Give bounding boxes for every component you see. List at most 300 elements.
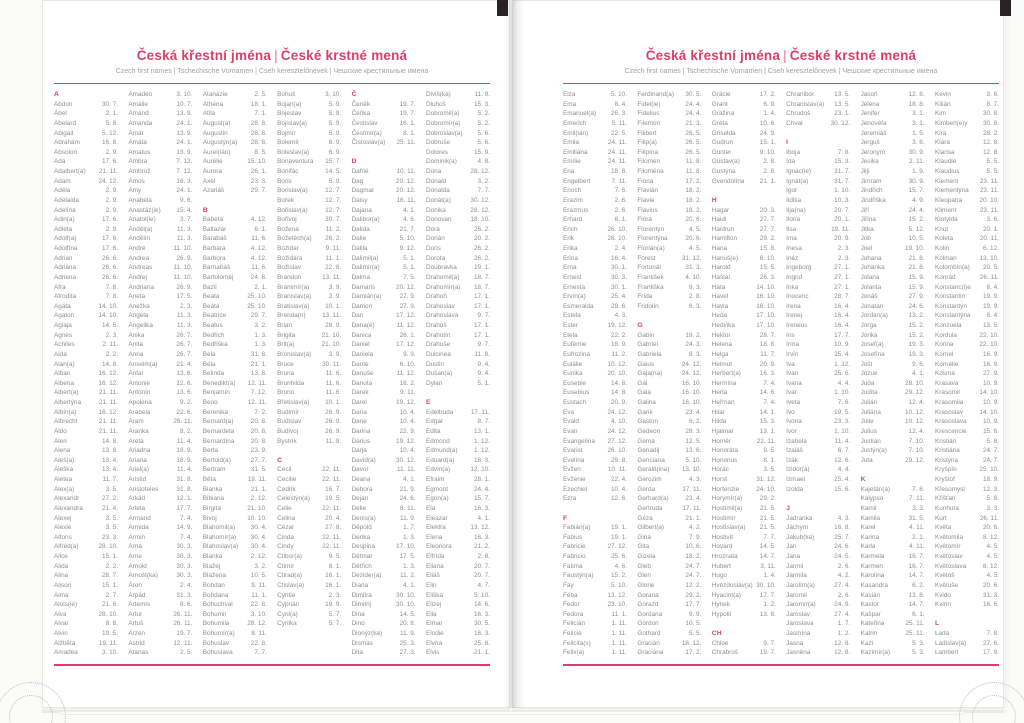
- name-entry: [426, 138, 490, 148]
- entry-date: 30. 5.: [685, 91, 702, 98]
- name-entry: [277, 186, 341, 196]
- entry-name: Amálie: [128, 100, 148, 108]
- entry-date: 29. 7.: [250, 187, 267, 195]
- entry-date: 4. 7.: [477, 581, 490, 589]
- name-entry: [786, 408, 850, 418]
- entry-date: 30. 3.: [176, 543, 193, 551]
- entry-name: Karel: [860, 524, 876, 532]
- entry-date: 14. 10.: [979, 408, 999, 416]
- entry-name: Kazi: [860, 639, 873, 647]
- entry-name: Babeta: [202, 216, 224, 224]
- entry-name: Justýn(a): [860, 447, 887, 455]
- entry-date: 23. 9.: [250, 447, 267, 455]
- entry-date: 4. 11.: [909, 524, 925, 532]
- entry-date: 17. 1.: [473, 322, 490, 329]
- name-entry: [637, 138, 701, 148]
- name-entry: [54, 196, 118, 206]
- entry-name: Amy: [128, 187, 142, 195]
- entry-name: Evelína: [563, 456, 585, 464]
- entry-date: 2. 4.: [179, 581, 193, 589]
- entry-name: Ela: [425, 504, 436, 512]
- name-entry: [203, 629, 267, 639]
- entry-date: 16. 12.: [98, 370, 118, 378]
- entry-date: 30. 1.: [611, 264, 627, 272]
- letter-header: Č: [351, 91, 357, 98]
- name-entry: [352, 379, 416, 389]
- entry-date: 24. 1.: [176, 119, 193, 127]
- name-entry: [786, 571, 850, 581]
- name-column: [128, 90, 192, 658]
- name-entry: [563, 254, 627, 264]
- entry-name: Eufrozina: [563, 350, 590, 358]
- entry-name: Gaius: [637, 360, 655, 368]
- name-entry: [426, 542, 490, 552]
- entry-date: 16. 10.: [681, 399, 702, 406]
- entry-date: 24. 9.: [834, 601, 851, 609]
- entry-date: 27. 9.: [908, 293, 925, 301]
- name-entry: [563, 109, 627, 119]
- name-entry: [637, 283, 701, 293]
- name-entry: [786, 639, 850, 649]
- entry-date: 11. 3.: [176, 312, 193, 320]
- entry-name: Dona: [425, 168, 442, 175]
- entry-date: 6. 10.: [399, 360, 416, 368]
- entry-date: 21. 5.: [759, 504, 776, 512]
- entry-date: 18. 8.: [611, 168, 627, 175]
- name-entry: [426, 629, 490, 639]
- entry-name: František: [637, 273, 664, 281]
- entry-date: 4. 1.: [403, 206, 416, 214]
- name-entry: [786, 157, 850, 167]
- entry-name: Dorota: [425, 254, 446, 262]
- name-entry: [563, 129, 627, 139]
- name-entry: [861, 360, 925, 370]
- page-left: [42, 0, 510, 708]
- entry-name: Erazmus: [563, 206, 589, 214]
- entry-date: 22. 11.: [322, 476, 342, 483]
- entry-name: Alois(ie): [54, 601, 78, 609]
- letter-header: A: [54, 91, 59, 98]
- entry-name: Helena: [711, 341, 733, 349]
- name-entry: [54, 321, 118, 331]
- entry-date: 12. 6.: [834, 456, 851, 464]
- entry-date: 9. 7.: [477, 341, 490, 349]
- entry-name: Davor: [351, 466, 369, 474]
- entry-name: Gedeon: [637, 427, 661, 435]
- entry-name: Ariana: [128, 456, 147, 464]
- name-entry: [54, 571, 118, 581]
- entry-name: Branislav(a): [277, 293, 312, 301]
- entry-date: 9. 12.: [399, 245, 416, 252]
- entry-name: Irenej: [786, 312, 803, 320]
- entry-name: Jakub(ka): [786, 533, 815, 541]
- name-entry: [352, 398, 416, 408]
- name-entry: [786, 302, 850, 312]
- entry-date: 4. 10.: [611, 418, 627, 426]
- entry-name: Aram: [128, 418, 144, 426]
- entry-date: 22. 11.: [322, 504, 342, 512]
- name-entry: [277, 542, 341, 552]
- entry-name: Genadij: [637, 447, 660, 455]
- entry-name: Galina: [637, 399, 656, 406]
- entry-name: Kristiána: [934, 447, 960, 455]
- name-entry: [352, 648, 416, 658]
- name-entry: [861, 350, 925, 360]
- entry-date: 27. 9.: [399, 302, 416, 310]
- name-entry: [786, 427, 850, 437]
- name-entry: [54, 215, 118, 225]
- entry-date: 27. 7.: [250, 456, 267, 464]
- name-entry: [352, 369, 416, 379]
- name-entry: [861, 331, 925, 341]
- entry-date: 12. 3.: [982, 485, 999, 493]
- entry-date: 17. 1.: [473, 293, 490, 301]
- entry-name: Gleb: [637, 562, 651, 570]
- name-entry: [352, 542, 416, 552]
- entry-date: 9. 11.: [325, 245, 342, 252]
- entry-date: 15. 7.: [908, 187, 925, 195]
- entry-date: 15. 1.: [102, 553, 118, 560]
- name-entry: [861, 369, 925, 379]
- entry-date: 5. 9.: [328, 129, 342, 137]
- name-entry: [128, 408, 192, 418]
- entry-name: Erik: [563, 235, 575, 243]
- letter-header: F: [563, 514, 568, 522]
- entry-date: 11. 9.: [400, 630, 416, 637]
- name-entry: [203, 119, 267, 129]
- entry-name: Grácie: [711, 91, 731, 98]
- name-entry: [54, 408, 118, 418]
- name-entry: [352, 340, 416, 350]
- name-entry: [786, 321, 850, 331]
- name-entry: [203, 100, 267, 110]
- entry-date: 15. 5.: [759, 264, 776, 272]
- entry-name: Gaston: [637, 418, 658, 426]
- name-entry: [712, 408, 776, 418]
- name-entry: [637, 100, 701, 110]
- name-entry: [637, 196, 701, 206]
- entry-name: Břetislav(a): [277, 399, 310, 406]
- entry-date: 19. 12.: [396, 399, 416, 406]
- entry-name: Aletea: [54, 476, 73, 483]
- name-entry: [426, 254, 490, 264]
- entry-date: 13. 2.: [908, 312, 925, 320]
- entry-name: Derika: [351, 533, 371, 541]
- name-entry: [786, 331, 850, 341]
- name-entry: [203, 350, 267, 360]
- entry-date: 5. 1.: [403, 254, 416, 262]
- name-entry: [426, 234, 490, 244]
- entry-name: Alvin: [54, 630, 68, 637]
- entry-date: 13. 4.: [102, 456, 118, 464]
- name-entry: [563, 90, 627, 100]
- name-entry: [935, 292, 999, 302]
- name-entry: [935, 138, 999, 148]
- name-entry: [277, 417, 341, 427]
- entry-date: 20. 10.: [979, 196, 999, 204]
- entry-name: Jimram: [860, 177, 882, 185]
- name-entry: [861, 494, 925, 504]
- name-entry: [712, 591, 776, 601]
- entry-date: 26. 3.: [611, 110, 627, 118]
- entry-name: Afra: [54, 283, 66, 291]
- entry-name: Inka: [786, 283, 799, 291]
- entry-name: Ignác(ie): [786, 168, 812, 175]
- name-entry: [352, 129, 416, 139]
- entry-date: 12. 2.: [685, 581, 702, 589]
- name-entry: [128, 100, 192, 110]
- entry-name: Debora: [351, 485, 373, 493]
- entry-name: Eufémie: [563, 341, 587, 349]
- name-entry: [352, 437, 416, 447]
- entry-date: 16. 3.: [473, 610, 490, 618]
- entry-name: Bela: [202, 350, 216, 358]
- name-entry: [277, 562, 341, 572]
- entry-name: Karina: [860, 533, 880, 541]
- name-entry: [352, 417, 416, 427]
- name-entry: [563, 562, 627, 572]
- entry-date: 28. 12.: [247, 620, 267, 628]
- entry-name: Enoch: [563, 187, 582, 195]
- name-entry: [861, 610, 925, 620]
- entry-date: 22. 11.: [756, 437, 776, 445]
- entry-date: 31. 3.: [982, 591, 999, 599]
- name-entry: [935, 321, 999, 331]
- name-entry: [712, 446, 776, 456]
- name-entry: [128, 504, 192, 514]
- name-entry: [712, 331, 776, 341]
- name-entry: [861, 504, 925, 514]
- entry-date: 20. 11.: [979, 235, 999, 243]
- entry-date: 7. 2.: [254, 408, 267, 416]
- entry-date: 21. 10.: [321, 331, 342, 339]
- entry-name: Fedor: [563, 601, 580, 609]
- name-entry: [712, 129, 776, 139]
- name-entry: [786, 629, 850, 639]
- name-entry: [128, 552, 192, 562]
- entry-name: Darel: [351, 399, 367, 406]
- entry-date: 26. 7.: [176, 331, 193, 339]
- name-entry: [54, 109, 118, 119]
- entry-date: 13. 9.: [176, 129, 193, 137]
- entry-date: 4. 6.: [403, 216, 416, 224]
- name-entry: [563, 542, 627, 552]
- name-entry: [277, 600, 341, 610]
- name-entry: [203, 408, 267, 418]
- entry-name: Elizej: [425, 601, 442, 609]
- name-entry: [935, 129, 999, 139]
- entry-date: 31. 8.: [250, 350, 267, 358]
- name-entry: [352, 206, 416, 216]
- entry-date: 4. 12.: [250, 216, 267, 224]
- entry-name: Celie: [277, 504, 292, 512]
- entry-name: Damaris: [351, 283, 376, 291]
- entry-date: 26. 9.: [325, 408, 342, 416]
- entry-name: Honoráta: [711, 447, 739, 455]
- entry-date: 28. 10.: [905, 379, 925, 387]
- entry-name: Jaromír(a): [786, 601, 816, 609]
- name-entry: [277, 427, 341, 437]
- name-entry: [128, 514, 192, 524]
- name-entry: [54, 263, 118, 273]
- entry-name: Blahoslav(a): [202, 543, 239, 551]
- name-entry: [277, 321, 341, 331]
- name-entry: [426, 283, 490, 293]
- entry-name: Faustýn(a): [563, 572, 594, 580]
- entry-date: 5. 3.: [912, 649, 925, 657]
- entry-name: Justián: [860, 437, 881, 445]
- entry-name: Alex(a): [54, 485, 75, 493]
- name-entry: [426, 225, 490, 235]
- entry-name: Drahoň: [425, 293, 447, 301]
- entry-date: 26. 10.: [607, 235, 627, 243]
- entry-date: 15. 8.: [759, 245, 776, 252]
- name-entry: [203, 186, 267, 196]
- name-entry: [637, 494, 701, 504]
- entry-name: Ilona: [786, 216, 801, 224]
- entry-date: 26. 2.: [473, 225, 490, 233]
- entry-name: Dejan: [351, 495, 369, 503]
- entry-name: Izaiáš: [786, 447, 803, 455]
- entry-name: Dolores: [425, 148, 448, 156]
- entry-date: 8. 4.: [986, 312, 999, 320]
- entry-name: Alžběta: [54, 639, 76, 647]
- entry-date: 12. 8.: [834, 649, 851, 657]
- entry-name: Ema: [563, 100, 577, 108]
- page-title: [563, 1, 999, 64]
- entry-name: Gorana: [637, 591, 659, 599]
- entry-name: Ivar: [786, 389, 797, 397]
- entry-name: Edmund(a): [425, 447, 458, 455]
- entry-date: 13. 12.: [607, 591, 627, 599]
- entry-name: Bojmír: [277, 129, 296, 137]
- entry-name: Estela: [563, 312, 581, 320]
- entry-date: 15. 9.: [473, 148, 490, 156]
- entry-date: 2. 12.: [250, 495, 267, 503]
- name-entry: [786, 591, 850, 601]
- name-entry: [935, 562, 999, 572]
- name-entry: [712, 206, 776, 216]
- entry-name: Ambrož: [128, 168, 151, 175]
- entry-date: 15. 1.: [759, 139, 776, 147]
- name-entry: [935, 388, 999, 398]
- entry-date: 14. 8.: [611, 389, 627, 397]
- name-entry: [935, 523, 999, 533]
- entry-date: 11. 3.: [176, 235, 193, 243]
- entry-name: Alban: [54, 370, 71, 378]
- name-entry: [426, 186, 490, 196]
- entry-name: Johana: [860, 254, 882, 262]
- name-entry: [786, 273, 850, 283]
- entry-name: Emílie: [563, 158, 581, 166]
- entry-date: 2. 9.: [105, 187, 118, 195]
- entry-name: Havel: [711, 293, 729, 301]
- entry-name: Erich: [563, 225, 578, 233]
- name-entry: [203, 360, 267, 370]
- entry-date: 21. 11.: [98, 168, 118, 175]
- name-entry: [637, 465, 701, 475]
- entry-date: 1. 2.: [837, 630, 851, 637]
- entry-name: Bedřich: [202, 331, 225, 339]
- entry-date: 12. 11.: [247, 379, 267, 387]
- entry-date: 23. 3.: [102, 533, 118, 541]
- entry-date: 7. 9.: [688, 533, 702, 541]
- name-entry: [861, 523, 925, 533]
- name-column: [203, 90, 267, 658]
- entry-name: Křesomysl: [934, 485, 965, 493]
- entry-name: Anna: [128, 350, 144, 358]
- entry-name: Deana: [351, 476, 371, 483]
- entry-name: Alexie: [54, 524, 72, 532]
- entry-date: 27. 8.: [325, 524, 342, 532]
- name-entry: [786, 148, 850, 158]
- entry-date: 19. 1.: [611, 533, 627, 541]
- entry-name: Adelína: [54, 206, 76, 214]
- entry-date: 29. 2.: [759, 495, 776, 503]
- entry-name: Havla: [711, 302, 729, 310]
- name-entry: [426, 427, 490, 437]
- entry-name: Anabela: [128, 196, 152, 204]
- entry-date: 7. 7.: [254, 649, 267, 657]
- entry-name: Felicita(s): [563, 639, 591, 647]
- name-entry: [563, 138, 627, 148]
- entry-date: 26. 7.: [176, 341, 193, 349]
- entry-date: 4. 4.: [837, 379, 851, 387]
- name-entry: [352, 196, 416, 206]
- name-entry: [54, 542, 118, 552]
- entry-name: Celina: [277, 514, 296, 522]
- name-entry: [277, 465, 341, 475]
- name-entry: [54, 485, 118, 495]
- name-entry: [277, 331, 341, 341]
- name-entry: [861, 542, 925, 552]
- entry-date: 7. 8.: [986, 630, 999, 637]
- entry-date: 2. 3.: [105, 331, 118, 339]
- entry-date: 14. 8.: [102, 360, 118, 368]
- entry-date: 12. 8.: [834, 639, 851, 647]
- name-entry: [426, 514, 490, 524]
- entry-name: Jorga: [860, 322, 877, 329]
- entry-name: Adalbert(a): [54, 168, 86, 175]
- entry-name: Birgita: [202, 504, 221, 512]
- entry-name: Darina: [351, 427, 371, 435]
- name-entry: [54, 639, 118, 649]
- entry-date: 12. 8.: [982, 139, 999, 147]
- entry-name: Emila: [563, 139, 579, 147]
- entry-date: 2. 1.: [105, 110, 118, 118]
- entry-name: Jerguš: [860, 139, 880, 147]
- name-entry: [277, 619, 341, 629]
- entry-date: 2. 7.: [105, 591, 118, 599]
- entry-date: 3. 9.: [328, 283, 342, 291]
- entry-name: Jindřich: [860, 187, 883, 195]
- entry-name: Jarmil: [786, 562, 804, 570]
- entry-date: 27. 4.: [834, 610, 851, 618]
- entry-name: Aranka: [128, 427, 149, 435]
- entry-name: Ivo: [786, 408, 795, 416]
- entry-name: Blažej: [202, 562, 221, 570]
- name-entry: [935, 273, 999, 283]
- entry-date: 24. 3.: [685, 341, 702, 349]
- entry-date: 24. 12.: [681, 370, 702, 378]
- entry-name: Elvis: [425, 649, 440, 657]
- name-entry: [861, 437, 925, 447]
- entry-name: Hjalmar: [711, 427, 734, 435]
- entry-date: 21. 5.: [759, 514, 776, 522]
- name-entry: [712, 417, 776, 427]
- entry-date: 18. 9.: [982, 476, 999, 483]
- entry-date: 23. 10.: [607, 601, 627, 609]
